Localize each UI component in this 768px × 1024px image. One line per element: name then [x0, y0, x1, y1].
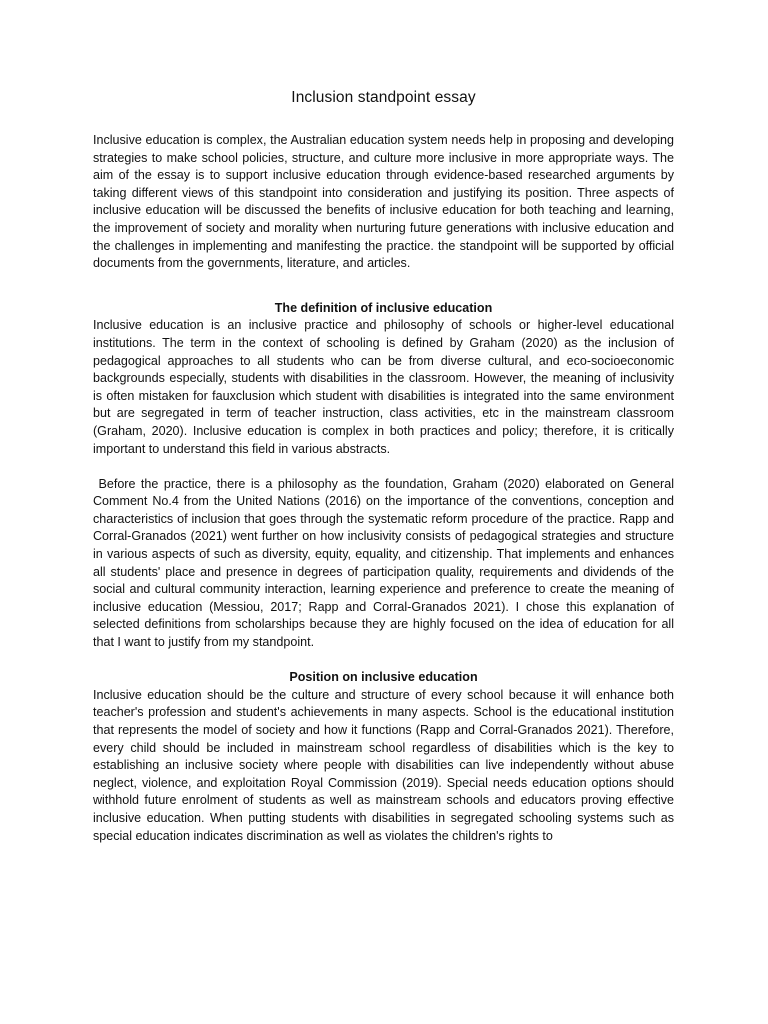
document-page: [93, 88, 678, 845]
spacer: [93, 273, 674, 300]
spacer: [93, 652, 674, 670]
document-title: Inclusion standpoint essay: [291, 89, 476, 106]
intro-paragraph: Inclusive education is complex, the Australian education system needs help in proposing and developing strategies to make school policies, structure, and culture more inclusive in more appropriate ways. The aim of the essay is to support inclusive education through evidence-based researched arguments by taking different views of this standpoint into consideration and justifying its position. Three aspects of inclusive education will be discussed the benefits of inclusive education for both teaching and learning, the improvement of society and morality when nurturing future generations with inclusive education and the challenges in implementing and manifesting the practice. the standpoint will be supported by official documents from the governments, literature, and articles.: [93, 133, 674, 271]
section-heading-definition: The definition of inclusive education: [274, 300, 493, 315]
definition-paragraph-1: Inclusive education is an inclusive practice and philosophy of schools or higher-level educational institutions. The term in the context of schooling is defined by Graham (2020) as the inclusion of pedagogical approaches to all students who can be from diverse cultural, and eco-socioeconomic backgrounds especially, students with disabilities in the classroom. However, the meaning of inclusivity is often mistaken for fauxclusion which student with disabilities is integrated into the same environment but are segregated in term of teacher instruction, class activities, etc in the mainstream classroom (Graham, 2020). Inclusive education is complex in both practices and policy; therefore, it is critically important to understand this field in various abstracts.: [93, 318, 674, 456]
position-paragraph-1: Inclusive education should be the culture and structure of every school because it will enhance both teacher's profession and student's achievements in many aspects. School is the educational institution that represents the model of society and how it functions (Rapp and Corral-Granados 2021). Therefore, every child should be included in mainstream school regardless of disabilities which is the key to establishing an inclusive society where people with disabilities can live independently without abuse neglect, violence, and exploitation Royal Commission (2019). Special needs education options should withhold future enrolment of students as well as mainstream schools and educators proving effective inclusive education. When putting students with disabilities in segregated schooling systems such as special education indicates discrimination as well as violates the children's rights to: [93, 687, 674, 843]
section-heading-position: Position on inclusive education: [289, 670, 478, 685]
definition-paragraph-2: Before the practice, there is a philosophy as the foundation, Graham (2020) elaborated on General Comment No.4 from the United Nations (2016) on the importance of the conventions, conception and characteristics of inclusion that goes through the systematic reform procedure of the practice. Rapp and Corral-Granados (2021) went further on how inclusivity consists of pedagogical strategies and structure in various aspects of such as diversity, equity, equality, and citizenship. That implements and enhances all students' place and presence in degrees of participation quality, requirements and dividends of the social and cultural community interaction, learning experience and preference to create the meaning of inclusive education (Messiou, 2017; Rapp and Corral-Granados 2021). I chose this explanation of selected definitions from scholarships because they are highly focused on the idea of education for all that I want to justify from my standpoint.: [93, 476, 678, 650]
spacer: [93, 458, 674, 476]
